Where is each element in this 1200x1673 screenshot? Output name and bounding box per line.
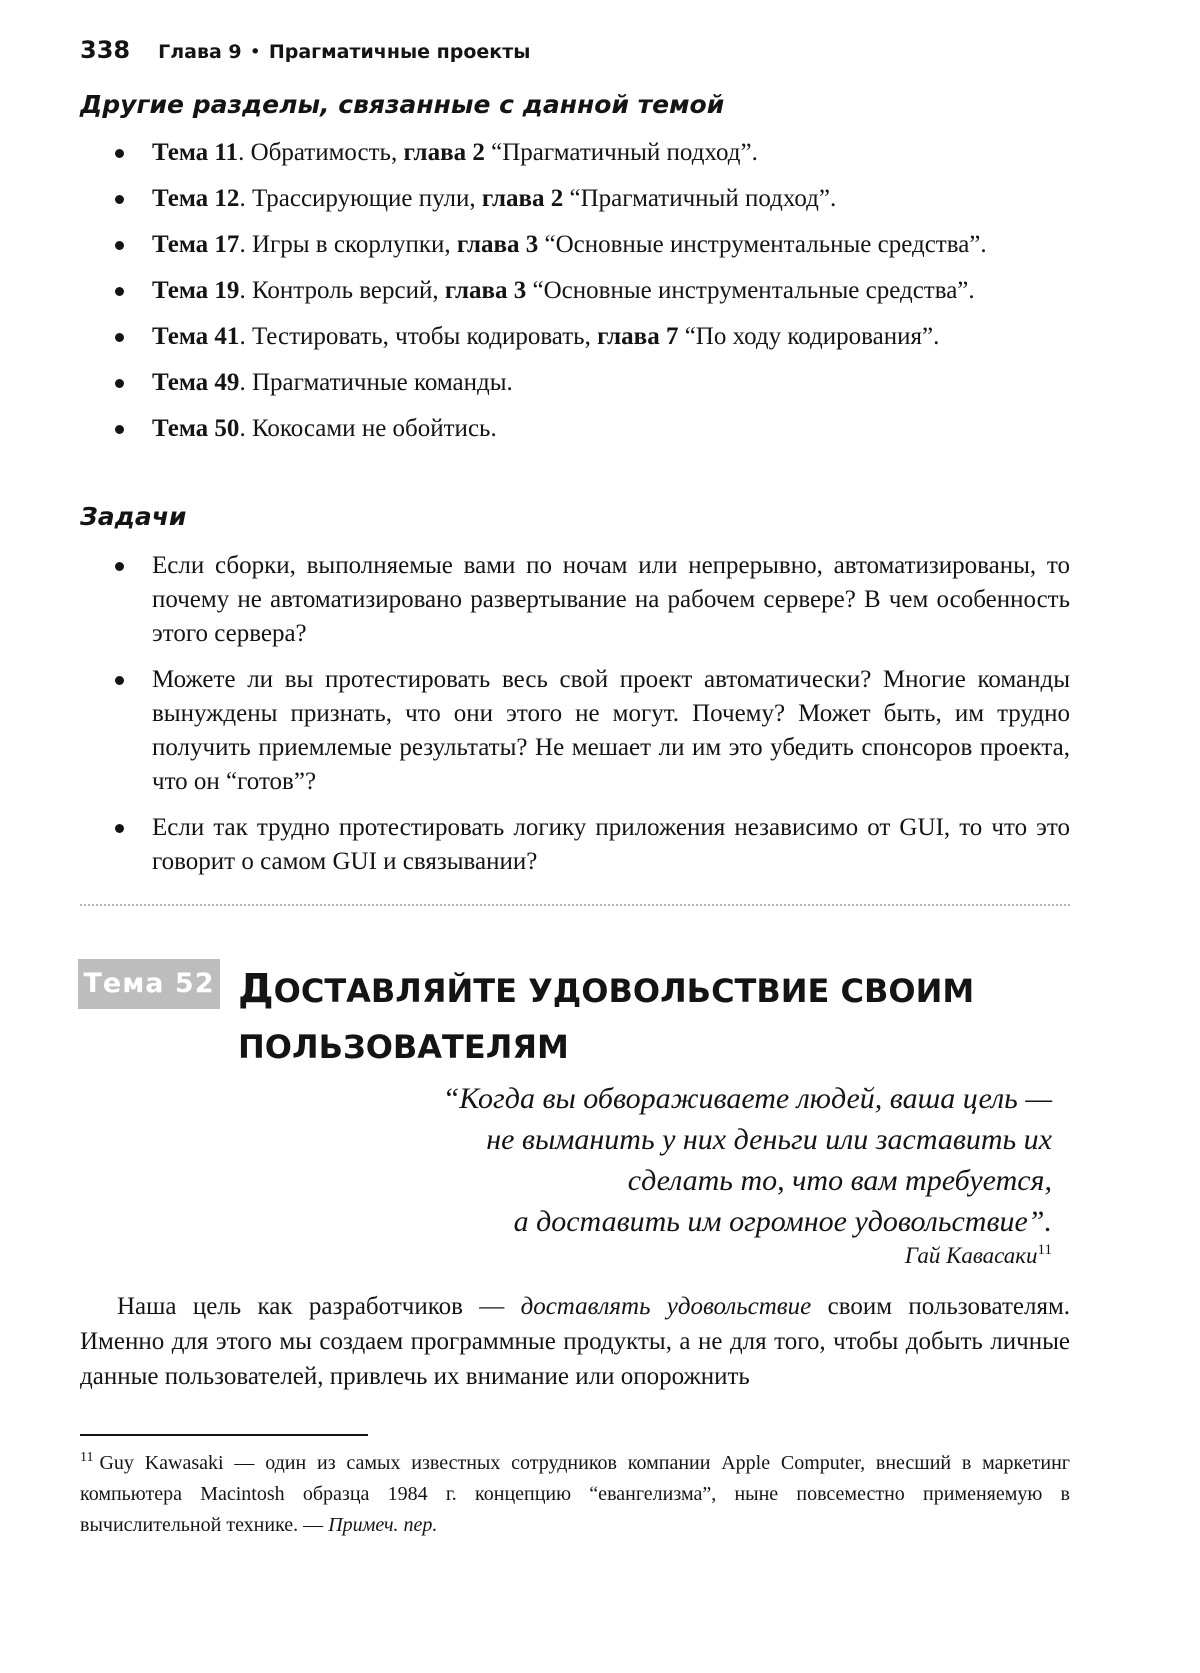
- chapter-label: Глава 9: [158, 41, 242, 63]
- bullet-icon: [115, 149, 124, 158]
- list-item: [115, 663, 1070, 799]
- topic-ref: Тема 17: [152, 231, 240, 258]
- list-item: [115, 811, 1070, 879]
- body-emphasis: доставлять удовольствие: [520, 1293, 812, 1320]
- list-item: [115, 228, 1070, 262]
- list-item: [115, 412, 1070, 446]
- chapter-ref: глава 2: [403, 139, 485, 166]
- list-item: [115, 182, 1070, 216]
- bullet-icon: [115, 824, 124, 833]
- chapter-title: Прагматичные проекты: [268, 41, 531, 63]
- chapter-ref: глава 3: [456, 231, 539, 258]
- footnote-number: 11: [80, 1450, 94, 1465]
- topic-ref: Тема 49: [152, 369, 240, 396]
- tasks-list: [115, 549, 1070, 879]
- topic-badge: Тема 52: [78, 959, 220, 1009]
- epigraph-author: [905, 1242, 1052, 1269]
- footnote-text: Guy Kawasaki — один из самых известных сотрудников компании Apple Computer, внесший в маркетинг компьютера Macintosh образца 1984 г. концепцию “евангелизма”, ныне повсеместно применяемую в вычислительной технике. —: [80, 1452, 1070, 1536]
- topic-ref: Тема 19: [152, 277, 240, 304]
- related-topics-list: [115, 136, 1070, 446]
- footnote-rule: [80, 1434, 368, 1436]
- epigraph-quote: [292, 1078, 1052, 1242]
- page-number: 338: [80, 36, 131, 64]
- task-text: Можете ли вы протестировать весь свой проект автоматически? Многие команды вынуждены признать, что они этого не могут. Почему? Может быть, им трудно получить приемлемые результаты? Не мешает ли им это убедить спонсоров проекта, что он “готов”?: [152, 666, 1070, 795]
- author-name: Гай Кавасаки: [904, 1243, 1038, 1268]
- chapter-name: “Основные инструментальные средства”.: [526, 277, 975, 304]
- section-divider: [80, 904, 1070, 906]
- footnote-reference: 11: [1037, 1242, 1052, 1258]
- topic-name: . Прагматичные команды.: [239, 369, 513, 396]
- chapter-name: “По ходу кодирования”.: [678, 323, 940, 350]
- list-item: [115, 366, 1070, 400]
- related-topics-heading: Другие разделы, связанные с данной темой: [80, 90, 725, 119]
- running-header: [80, 36, 530, 64]
- chapter-ref: глава 2: [481, 185, 564, 212]
- topic-name: . Обратимость,: [238, 139, 404, 166]
- topic-name: . Тестировать, чтобы кодировать,: [239, 323, 598, 350]
- bullet-icon: [115, 562, 124, 571]
- epigraph-line: не выманить у них деньги или заставить их: [486, 1123, 1052, 1156]
- list-item: [115, 136, 1070, 170]
- body-text: своим пользователям. Именно для этого мы создаем программные продукты, а не для того, чтобы добыть личные данные пользователей, привлечь их внимание или опорожнить: [80, 1293, 1071, 1390]
- topic-ref: Тема 11: [152, 139, 239, 166]
- footnote-note: Примеч. пер.: [328, 1514, 438, 1536]
- bullet-icon: [115, 676, 124, 685]
- task-text: Если сборки, выполняемые вами по ночам или непрерывно, автоматизированы, то почему не автоматизировано развертывание на рабочем сервере? В чем особенность этого сервера?: [152, 552, 1070, 647]
- task-text: Если так трудно протестировать логику приложения независимо от GUI, то что это говорит о самом GUI и связывании?: [152, 814, 1070, 875]
- bullet-icon: [115, 241, 124, 250]
- list-item: [115, 274, 1070, 308]
- bullet-icon: [115, 425, 124, 434]
- topic-ref: Тема 50: [152, 415, 240, 442]
- topic-name: . Контроль версий,: [239, 277, 445, 304]
- topic-name: . Кокосами не обойтись.: [239, 415, 497, 442]
- header-separator: •: [249, 41, 261, 63]
- epigraph-line: “Когда вы обвораживаете людей, ваша цель —: [442, 1082, 1052, 1115]
- bullet-icon: [115, 287, 124, 296]
- chapter-ref: глава 3: [444, 277, 527, 304]
- epigraph-line: а доставить им огромное удовольствие”.: [513, 1205, 1052, 1238]
- chapter-name: “Прагматичный подход”.: [563, 185, 837, 212]
- topic-name: . Игры в скорлупки,: [239, 231, 457, 258]
- body-paragraph: [80, 1289, 1070, 1394]
- topic-ref: Тема 41: [152, 323, 240, 350]
- topic-title: [238, 961, 1038, 1075]
- topic-name: . Трассирующие пули,: [239, 185, 482, 212]
- chapter-ref: глава 7: [597, 323, 679, 350]
- footnote: [80, 1442, 1070, 1541]
- body-text: Наша цель как разработчиков —: [117, 1293, 521, 1320]
- chapter-name: “Основные инструментальные средства”.: [538, 231, 987, 258]
- topic-title-initial: Д: [238, 966, 274, 1012]
- bullet-icon: [115, 195, 124, 204]
- bullet-icon: [115, 333, 124, 342]
- list-item: [115, 320, 1070, 354]
- bullet-icon: [115, 379, 124, 388]
- list-item: [115, 549, 1070, 651]
- epigraph-line: сделать то, что вам требуется,: [627, 1164, 1052, 1197]
- chapter-name: “Прагматичный подход”.: [484, 139, 758, 166]
- topic-ref: Тема 12: [152, 185, 240, 212]
- tasks-heading: Задачи: [80, 502, 187, 531]
- topic-title-rest: ОСТАВЛЯЙТЕ УДОВОЛЬСТВИЕ СВОИМ ПОЛЬЗОВАТЕЛЯМ: [238, 972, 975, 1066]
